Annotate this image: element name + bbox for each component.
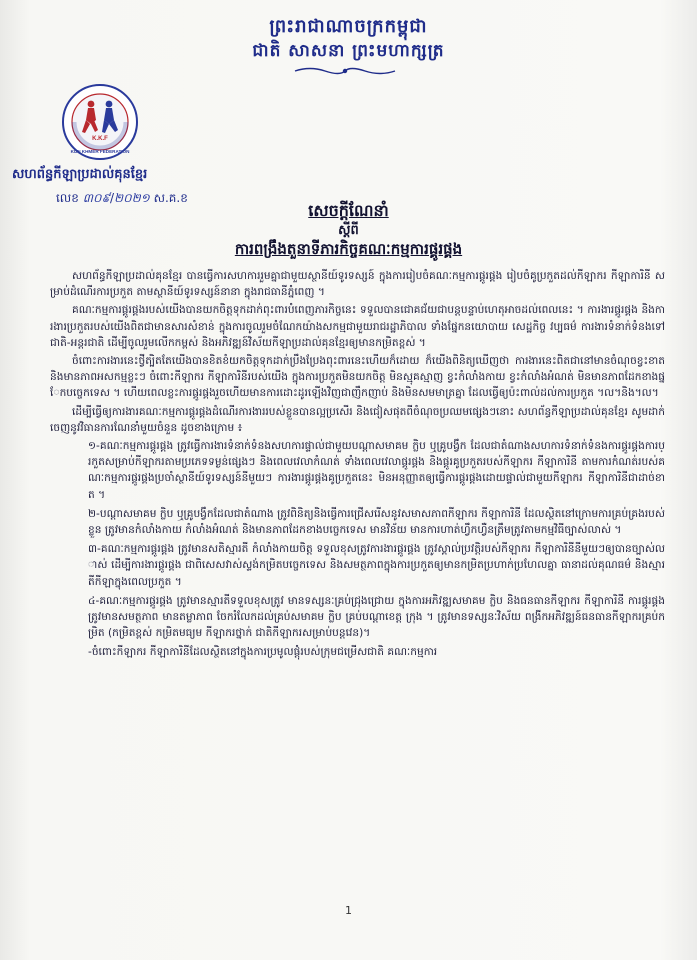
ornament-divider [290, 66, 400, 76]
logo-ring-text: KUN KHMER FEDERATION [70, 149, 130, 154]
page-number: 1 [345, 904, 352, 917]
kingdom-heading: ព្រះរាជាណាចក្រកម្ពុជា [269, 16, 428, 37]
body-paragraph: ចំពោះការងារនេះថ្វីត្បិតតែយើងបានខិតខំយកចិត្តទុកដាក់ប្រឹងប្រែងពុះពារនេះហើយក៏ដោយ ក៏យើងពិនិត្យឃើញថា ការងារនេះពិតជានៅមានចំណុចខ្វះខាត និងមានភាពអសកម្មខ្លះៗ ចំពោះកីឡាករ កីឡាការិនីរបស់យើង ក្នុងការប្រកួតមិនយកចិត្ត មិនស្មុគស្មាញ ខ្វះកំលាំងកាយ ខ្វះកំលាំងអំណត់ មិនមានភាពដែកខាងផ្នែកបច្ចេកទេស ។ ហើយពេលខ្លះការផ្គូរផ្គងរួចហើយមានការដោះដូរឡើងវិញជាញឹកញាប់ និងមិនសមមាត្រគ្នា ដែលធ្វើឲ្យប៉ះពាល់ដល់ការប្រកួត ។ល។និង។ល។ [50, 355, 665, 400]
reference-prefix: លេខ [56, 191, 79, 205]
logo-initials: K.K.F [92, 136, 108, 142]
document-title: សេចក្តីណែនាំ [308, 201, 389, 220]
body-paragraph: សហព័ន្ធកីឡាប្រដាល់គុនខ្មែរ បានធ្វើការសហការរួមគ្នាជាមួយស្ថានីយ៍ទូរទស្សន៍ ក្នុងការរៀបចំគណៈកម្មការផ្គូរផ្គង រៀបចំគូប្រកួតដល់កីឡាករ កីឡាការិនី សម្រាប់ដំណើរការប្រកួត តាមស្ថានីយ៍ទូរទស្សន៍នានា ក្នុងរាជធានីភ្នំពេញ ។ [50, 270, 665, 299]
reference-slash: / [109, 191, 114, 205]
body-paragraph: គណៈកម្មការផ្គូរផ្គងរបស់យើងបានយកចិត្តទុកដាក់ពុះពារបំពេញភារកិច្ចនេះ ទទួលបានជោគជ័យជាបន្តបន្ទាប់ហេតុអាចដល់ពេលនេះ ។ ការងារផ្គូរផ្គង និងការងារប្រកួតរបស់យើងពិតជាមានសារសំខាន់ ក្នុងការចូលរួមចំណែកយ៉ាងសកម្មជាមួយរាជរដ្ឋាភិបាល ទាំងផ្នែកនយោបាយ សេដ្ឋកិច្ច វប្បធម៌ ការងារទំនាក់ទំនងទៅជាតិ-អន្តរជាតិ ដើម្បីចូលរួមលើកកម្ពស់ និងអភិវឌ្ឍន៍វិស័យកីឡាប្រដាល់គុនខ្មែរឲ្យមានកម្រិតខ្ពស់ ។ [50, 304, 665, 349]
document-about: ស្តីពី [338, 223, 359, 238]
document-subject: ការពង្រឹងតួនាទីភារកិច្ចគណៈកម្មការផ្គូរផ្គង [234, 240, 463, 258]
instruction-item: ៣-គណៈកម្មការផ្គូរផ្គង ត្រូវមានសតិស្មារតី កំលាំងកាយចិត្ត ទទួលខុសត្រូវការងារផ្គូរផ្គង ត្រូវស្គាល់ប្រវត្តិរបស់កីឡាករ កីឡាការិនីនីមួយៗឲ្យបានច្បាស់លាស់ ដើម្បីការងារផ្គូរផ្គង ជាពិសេសវាស់ស្ទង់កម្រិតបច្ចេកទេស និងសមត្ថភាពក្នុងការប្រកួតឲ្យមានកម្រិតប្រហាក់ប្រហែលគ្នា ធានាដល់គុណធម៌ និងស្មារតីកីឡាក្នុងពេលប្រកួត ។ [88, 543, 665, 588]
instruction-item: ១-គណៈកម្មការផ្គូរផ្គង ត្រូវធ្វើការងារទំនាក់ទំនងសហការផ្ទាល់ជាមួយបណ្តាសមាគម ក្លិប ឬគ្រូបង្វឹក ដែលជាតំណាងសហការទំនាក់ទំនងការផ្គូរផ្គងការប្រកួតសម្រាប់កីឡាករតាមប្រភេទទម្ងន់ផ្សេងៗ និងពេលវេលាកំណត់ ទាំងពេលវេលាផ្គូរផ្គង និងផ្គូរគូប្រកួតរបស់កីឡាករ កីឡាការិនី តាមការកំណត់របស់គណៈកម្មការផ្គូរផ្គងប្រចាំស្ថានីយ៍ទូរទស្សន៍នីមួយៗ ការងារផ្គូរផ្គងគូប្រកួតនេះ មិនអនុញ្ញាតឲ្យធ្វើការផ្គូរផ្គងដោយផ្ទាល់ជាមួយកីឡាករ កីឡាការិនីជាដាច់ខាត ។ [88, 440, 665, 501]
federation-logo [60, 82, 140, 162]
reference-year: ២០២១ [113, 191, 150, 205]
national-motto: ជាតិ សាសនា ព្រះមហាក្សត្រ [252, 41, 445, 61]
instruction-item: ៤-គណៈកម្មការផ្គូរផ្គង ត្រូវមានស្មារតីទទួលខុសត្រូវ មានទស្សនៈគ្រប់ជ្រុងជ្រោយ ក្នុងការអភិវឌ្ឍសមាគម ក្លិប និងធនធានកីឡាករ កីឡាការិនី ការផ្គូរផ្គងត្រូវមានសមត្ថភាព មានតម្លាភាព ចែករំលែកដល់គ្រប់សមាគម ក្លិប គ្រប់បណ្តាខេត្ត ក្រុង ។ ត្រូវមានទស្សនៈវិស័យ ពង្រីកអភិវឌ្ឍន៍ធនធានកីឡាករគ្រប់កម្រិត (កម្រិតខ្ពស់ កម្រិតមធ្យម កីឡាករថ្នាក់ ជាតិកីឡាករសម្រាប់បន្តវេន)។ [88, 594, 665, 640]
federation-name: សហព័ន្ធកីឡាប្រដាល់គុនខ្មែរ [12, 167, 148, 182]
document-body [50, 268, 665, 664]
body-paragraph: ដើម្បីធ្វើឲ្យការងារគណៈកម្មការផ្គូរផ្គងដំណើរការងាររបស់ខ្លួនបានល្អប្រសើរ និងជៀសផុតពីចំណុចប្រឈមផ្សេងៗនោះ សហព័ន្ធកីឡាប្រដាល់គុនខ្មែរ សូមដាក់ចេញនូវវិធានការណែនាំមួយចំនួន ដូចខាងក្រោម ៖ [50, 405, 665, 434]
reference-number-value: ៣០៩ [82, 191, 110, 205]
instruction-item: -ចំពោះកីឡាករ កីឡាការិនីដែលស្ថិតនៅក្នុងការប្រមូលផ្តុំរបស់ក្រុមជម្រើសជាតិ គណៈកម្មការ [88, 646, 438, 659]
instruction-item: ២-បណ្តាសមាគម ក្លិប ឬគ្រូបង្វឹកដែលជាតំណាង ត្រូវពិនិត្យនិងធ្វើការជ្រើសរើសនូវសមាសភាពកីឡាករ កីឡាការិនី ដែលស្ថិតនៅក្រោមការគ្រប់គ្រងរបស់ខ្លួន ត្រូវមានកំលាំងកាយ កំលាំងអំណត់ និងមានភាពដែកខាងបច្ចេកទេស មានវិន័យ មានការហាត់ហ្វឹកហ្វឺនត្រឹមត្រូវតាមកម្មវិធីច្បាស់លាស់ ។ [88, 507, 665, 537]
reference-suffix: ស.គ.ខ [153, 191, 188, 205]
